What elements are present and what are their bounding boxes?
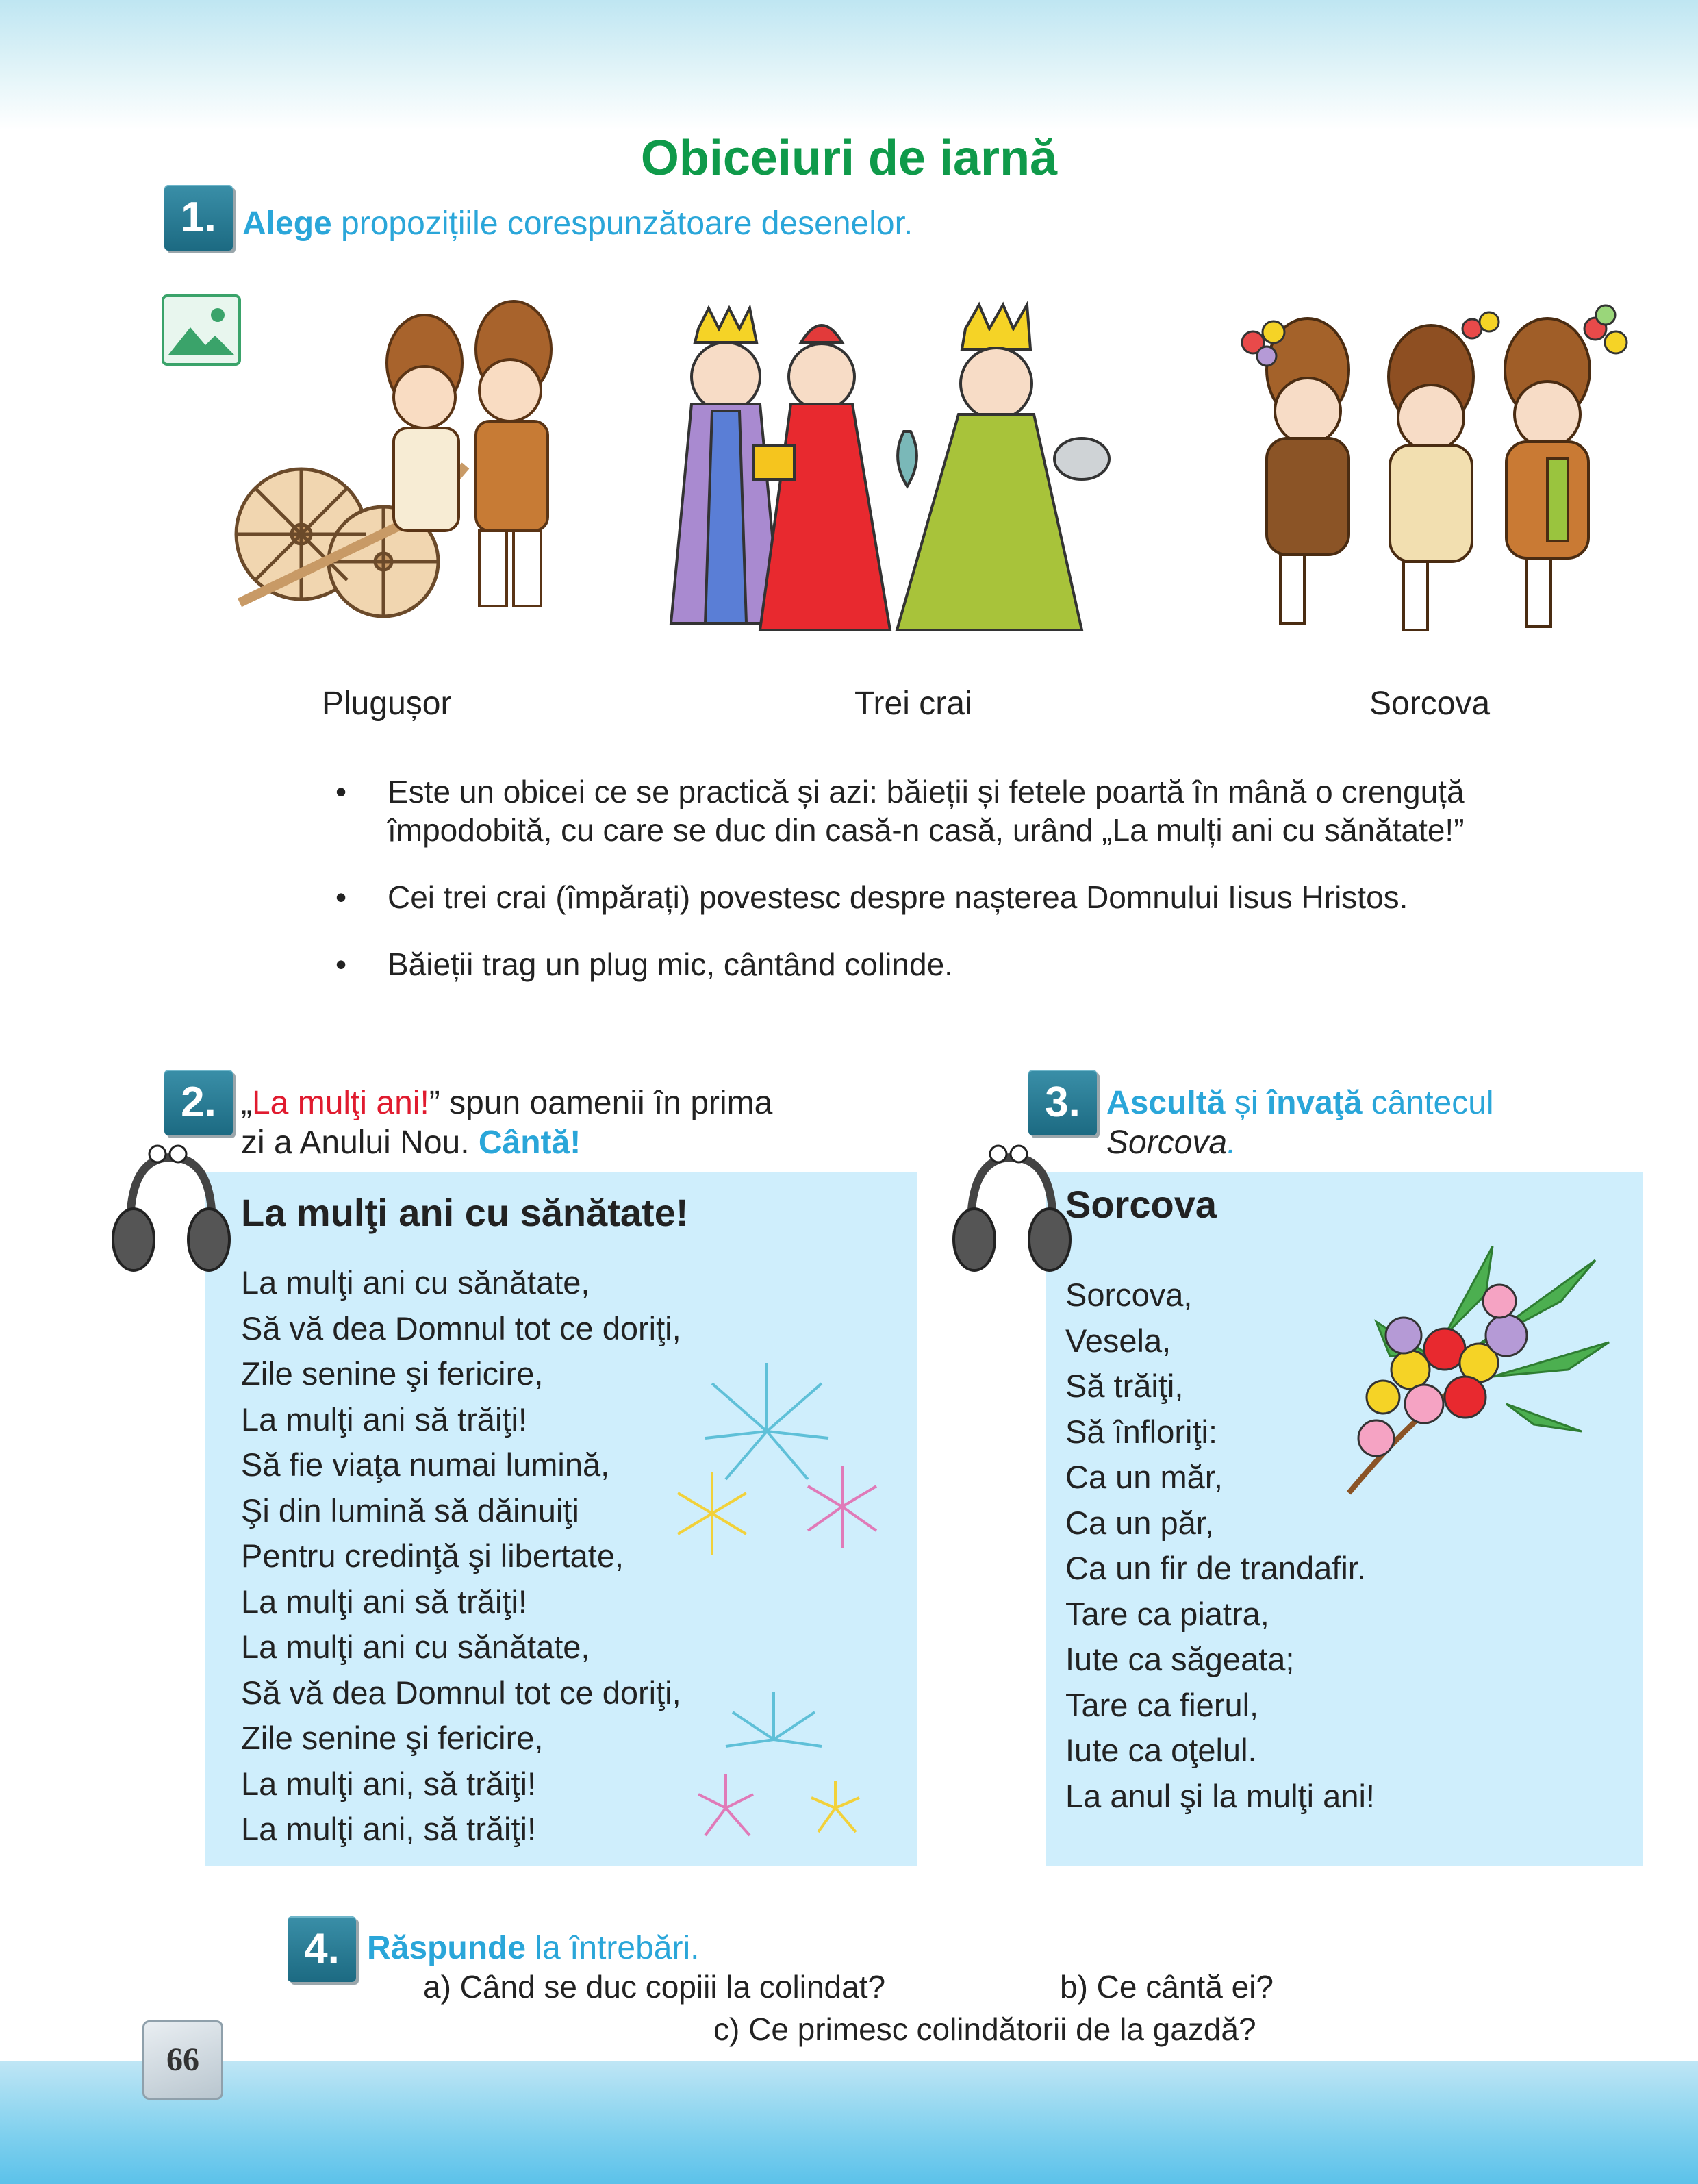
fireworks-decoration [685,1685,890,1863]
task-2-text-2: zi a Anului Nou. [241,1125,479,1161]
task-3-text: cântecul [1362,1085,1494,1121]
lyric-line: Şi din lumină să dăinuiţi [241,1492,579,1529]
bottom-decorative-band [0,2061,1698,2184]
lyric-line: Ca un păr, [1065,1504,1214,1541]
page-number: 66 [142,2020,223,2100]
caption-plugusor: Plugușor [322,686,452,722]
task-3-instruction [1106,1083,1494,1163]
caption-trei-crai: Trei crai [854,686,972,722]
lyric-line: Să fie viaţa numai lumină, [241,1446,610,1483]
lyric-line: Zile senine şi fericire, [241,1355,544,1392]
question-b: b) Ce cântă ei? [1060,1969,1274,2005]
task-2-greeting: La mulţi ani! [251,1085,429,1121]
lyric-line: La mulţi ani să trăiţi! [241,1583,527,1620]
task-2-text: ” spun oamenii în prima [429,1085,773,1121]
task-1-verb: Alege [242,205,332,242]
song-2-title: Sorcova [1065,1183,1217,1226]
headphones-icon [110,1144,233,1281]
task-2-number: 2. [164,1070,233,1135]
lyric-line: Să vă dea Domnul tot ce doriţi, [241,1674,681,1711]
lyric-line: Tare ca fierul, [1065,1686,1259,1723]
task-3-verb-1: Ascultă [1106,1085,1226,1121]
sentence-item: • Este un obicei ce se practică și azi: băieții și fetele poartă în mână o crenguță împodobită, cu care se duc din casă-n casă, urând „La mulți ani cu sănătate!” [335,773,1541,849]
lyric-line: Sorcova, [1065,1277,1193,1313]
lyric-line: Să vă dea Domnul tot ce doriţi, [241,1309,681,1346]
task-3-and: și [1225,1085,1267,1121]
task-1-instruction [242,204,913,244]
lyric-line: La mulţi ani, să trăiţi! [241,1765,537,1802]
lyric-line: La mulţi ani cu sănătate, [241,1629,590,1665]
sentence-item: • Băieții trag un plug mic, cântând colinde. [335,945,1541,983]
task-1-text: propozițiile corespunzătoare desenelor. [331,205,913,242]
task-3-song-name: Sorcova [1106,1125,1228,1161]
task-4-instruction [367,1929,699,1968]
task-4-verb: Răspunde [367,1930,527,1966]
page-title: Obiceiuri de iarnă [640,131,1058,186]
task-3-dot: . [1227,1125,1237,1161]
task-3-verb-2: învaţă [1267,1085,1363,1121]
lyric-line: Să înfloriţi: [1065,1413,1218,1450]
task-2-quote-open: „ [241,1085,252,1121]
lyric-line: La anul şi la mulţi ani! [1065,1777,1375,1814]
lyric-line: Ca un fir de trandafir. [1065,1550,1366,1586]
lyric-line: Iute ca oţelul. [1065,1732,1257,1768]
caption-sorcova: Sorcova [1369,686,1491,722]
lyric-line: La mulţi ani, să trăiţi! [241,1811,537,1847]
headphones-icon [950,1144,1074,1281]
task-2-instruction [241,1083,772,1163]
song-1-title: La mulţi ani cu sănătate! [241,1191,689,1234]
sorcova-branch-illustration [1335,1240,1623,1500]
lyric-line: La mulţi ani cu sănătate, [241,1264,590,1301]
lyric-line: Zile senine şi fericire, [241,1720,544,1756]
sentence-list [335,773,1541,1012]
sorcova-children-illustration [1226,301,1636,644]
lyric-line: Tare ca piatra, [1065,1595,1269,1632]
song-2-lyrics [1065,1272,1375,1819]
lyric-line: Pentru credinţă şi libertate, [241,1537,624,1574]
sentence-item: • Cei trei crai (împărați) povestesc despre nașterea Domnului Iisus Hristos. [335,878,1541,916]
task-4-text: la întrebări. [526,1930,700,1966]
lyric-line: Să trăiţi, [1065,1368,1184,1404]
plugusor-illustration [219,308,603,623]
top-decorative-band [0,0,1698,130]
task-3-number: 3. [1028,1070,1097,1135]
lyric-line: La mulţi ani să trăiţi! [241,1401,527,1438]
fireworks-decoration [657,1349,904,1623]
task-4-number: 4. [288,1916,356,1982]
trei-crai-illustration [644,301,1109,644]
lyric-line: Vesela, [1065,1322,1171,1359]
task-2-verb: Cântă! [478,1125,581,1161]
lyric-line: Iute ca săgeata; [1065,1641,1295,1677]
song-1-lyrics [241,1260,681,1853]
question-c: c) Ce primesc colindătorii de la gazdă? [713,2011,1256,2047]
task-1-number: 1. [164,185,233,251]
lyric-line: Ca un măr, [1065,1459,1223,1495]
question-a: a) Când se duc copiii la colindat? [423,1969,886,2005]
